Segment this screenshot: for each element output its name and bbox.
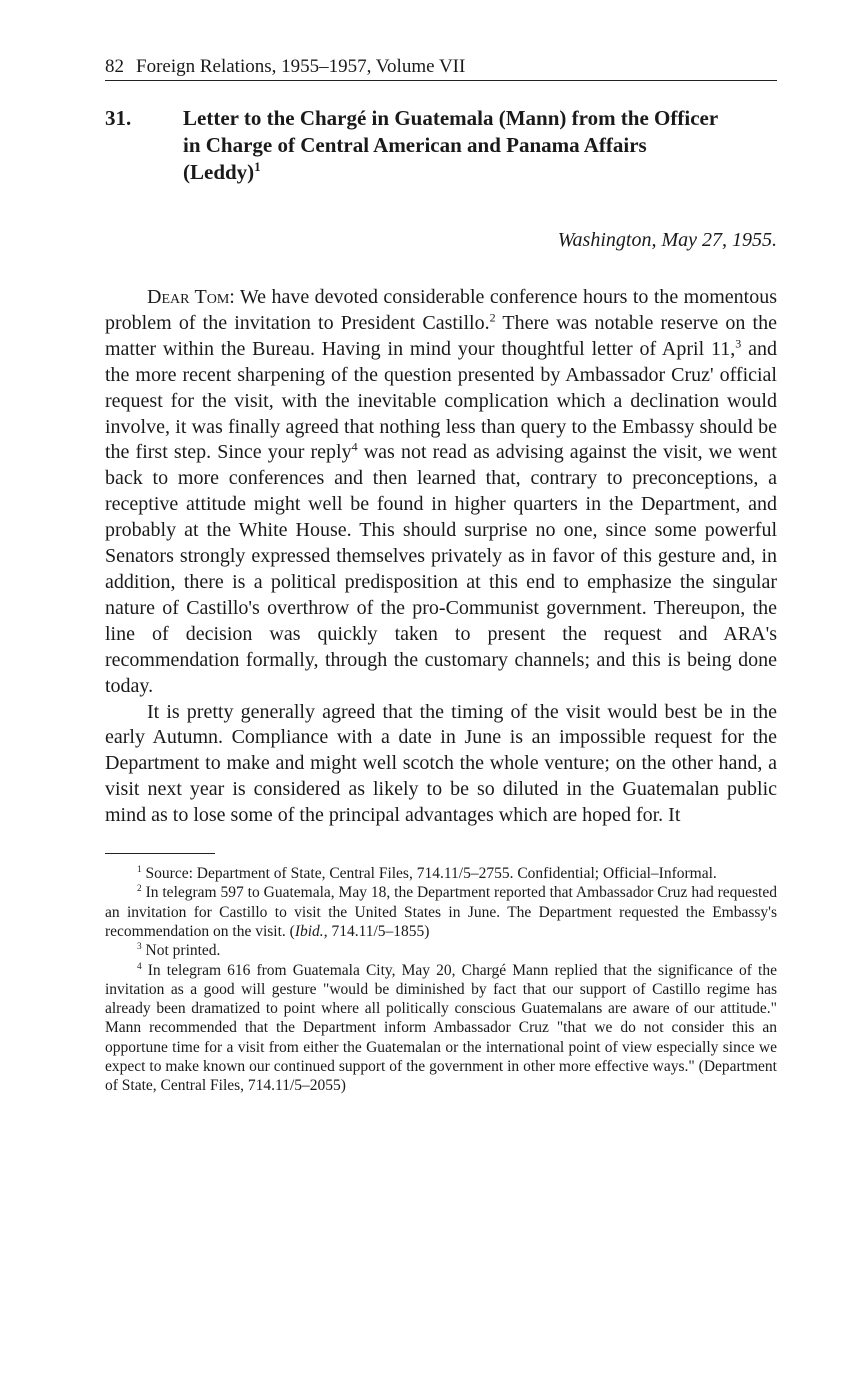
document-title: Letter to the Chargé in Guatemala (Mann) from the Officer in Charge of Central American and Panama Affairs (Leddy) — [183, 106, 718, 184]
footnote-1 — [105, 864, 777, 883]
footnote-mark: 4 — [137, 961, 142, 972]
paragraph-text: and the more recent sharpening of the question presented by Ambassador Cruz' official request for the visit, with the inevitable complication which a declination would involve, it was finally agreed that nothing less than query to the Embassy should be the first step. Since your reply — [105, 337, 777, 464]
footnote-text: In telegram 616 from Guatemala City, May 20, Chargé Mann replied that the significance of the invitation as a good will gesture "would be diminished by fact that our support of Castillo regime has already been dramatized to point where all politically conscious Guatemalans are aware of our attitude." Mann recommended that the Department inform Ambassador Cruz "that we do not consider this an opportune time for a visit from either the Guatemalan or the international point of view especially since we expect to make known our continued support of the government in other more effective ways." (Department of State, Central Files, 714.11/5–2055) — [105, 961, 777, 1095]
document-heading — [105, 105, 777, 186]
dateline: Washington, May 27, 1955. — [557, 229, 777, 251]
footnote-text: In telegram 597 to Guatemala, May 18, the Department reported that Ambassador Cruz had requested an invitation for Castillo to visit the United States in June. The Department requested the Embassy's recommendation on the visit. ( — [105, 884, 777, 940]
footnote-ibid: Ibid. — [294, 922, 324, 940]
salutation: Dear Tom: — [147, 286, 235, 308]
footnote-divider — [105, 853, 215, 854]
paragraph-text: We have devoted considerable conference hours to the momentous problem of the invitation to President Castillo. — [105, 286, 778, 334]
footnote-text: Not printed. — [141, 942, 221, 960]
footnote-text: , 714.11/5–1855) — [323, 922, 430, 940]
document-page — [105, 55, 777, 1096]
running-header — [105, 55, 777, 81]
document-number: 31. — [105, 106, 132, 130]
footnote-mark: 2 — [137, 884, 142, 895]
running-title: Foreign Relations, 1955–1957, Volume VII — [136, 56, 466, 77]
footnote-ref-2[interactable]: 2 — [489, 310, 496, 325]
footnote-3 — [105, 941, 777, 960]
letter-body — [105, 285, 777, 829]
footnote-4 — [105, 961, 777, 1096]
paragraph-1 — [105, 285, 777, 700]
footnote-ref-1[interactable]: 1 — [254, 160, 261, 174]
footnote-ref-3[interactable]: 3 — [735, 336, 742, 351]
paragraph-2: It is pretty generally agreed that the timing of the visit would best be in the early Autumn. Compliance with a date in June is an impossible request for the Department to make and might well scotch the whole venture; on the other hand, a visit next year is considered as likely to be so diluted in the Guatemalan public mind as to lose some of the principal advantages which are hoped for. It — [105, 700, 777, 827]
footnote-2 — [105, 883, 777, 941]
footnote-mark: 3 — [137, 942, 142, 953]
footnote-text: Source: Department of State, Central Files, 714.11/5–2755. Confidential; Official–Informal. — [141, 865, 717, 883]
paragraph-text: was not read as advising against the visit, we went back to more conferences and then learned that, contrary to preconceptions, a receptive attitude might well be found in higher quarters in the Department, and probably at the White House. This should surprise no one, since some powerful Senators strongly expressed themselves privately as in favor of this gesture and, in addition, there is a political predisposition at this end to emphasize the singular nature of Castillo's overthrow of the pro-Communist government. Thereupon, the line of decision was quickly taken to present the request and ARA's recommendation formally, through the customary channels; and this is being done today. — [105, 441, 777, 697]
footnote-ref-4[interactable]: 4 — [351, 439, 358, 454]
document-title-block — [183, 105, 723, 186]
footnotes — [105, 864, 777, 1096]
footnote-mark: 1 — [137, 864, 142, 875]
page-number: 82 — [105, 56, 124, 77]
paragraph-text: There was notable reserve on the matter within the Bureau. Having in mind your thoughtful letter of April 11, — [105, 311, 777, 360]
